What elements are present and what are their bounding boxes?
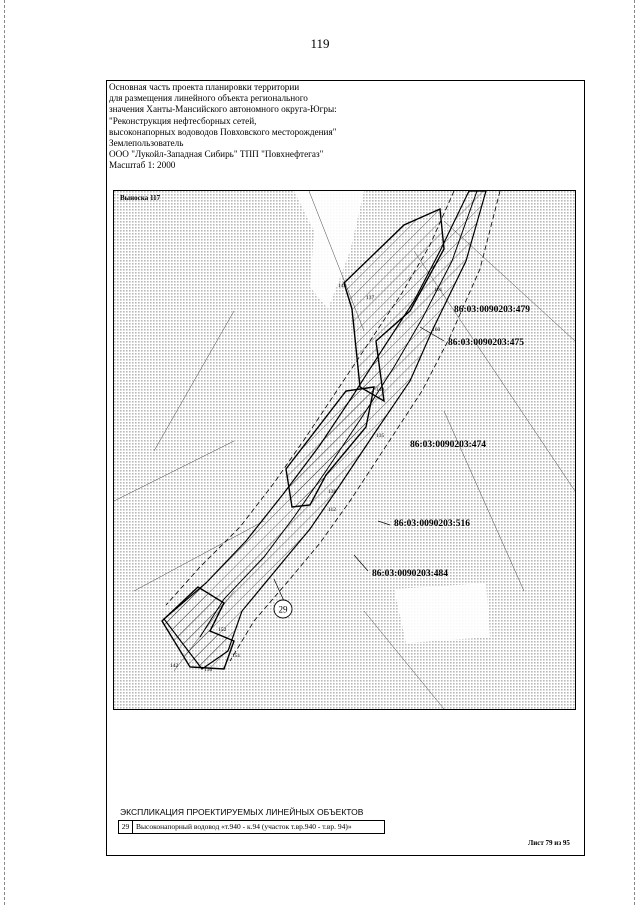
title-line: Основная часть проекта планировки территории — [109, 82, 300, 92]
cadastral-label-475: 86:03:0090203:475 — [448, 338, 524, 348]
page-number: 119 — [310, 36, 330, 51]
title-line: для размещения линейного объекта регионального — [109, 93, 308, 104]
legend-title: ЭКСПЛИКАЦИЯ ПРОЕКТИРУЕМЫХ ЛИНЕЙНЫХ ОБЪЕКТОВ — [120, 807, 364, 817]
title-block — [109, 82, 469, 172]
point-label: 138 — [328, 489, 337, 495]
point-label: 142 — [170, 663, 179, 669]
legend-table — [118, 820, 385, 834]
scan-edge-left — [4, 0, 6, 905]
title-line: Землепользователь — [109, 138, 184, 149]
point-label: 140 — [376, 387, 385, 393]
point-label: 160 — [432, 327, 441, 333]
point-label: 143 — [338, 283, 347, 289]
legend-row-description: Высоконапорный водовод «т.940 - к.94 (участок т.вр.940 - т.вр. 94)» — [136, 822, 352, 831]
point-label: 136 — [204, 667, 213, 673]
title-line: ООО "Лукойл-Западная Сибирь" ТПП "Повхнефтегаз" — [109, 149, 324, 160]
map-drawing — [114, 191, 575, 709]
point-label: 161 — [434, 287, 443, 293]
cadastral-label-516: 86:03:0090203:516 — [394, 519, 470, 529]
scan-edge-right — [634, 0, 636, 905]
cadastral-label-474: 86:03:0090203:474 — [410, 440, 486, 450]
point-label: 112 — [328, 507, 337, 513]
cadastral-label-479: 86:03:0090203:479 — [454, 305, 530, 315]
map-panel — [113, 190, 576, 710]
white-clearing — [394, 583, 490, 643]
point-label: 135 — [376, 433, 385, 439]
cadastral-label-484: 86:03:0090203:484 — [372, 569, 448, 579]
point-label: 151 — [232, 653, 241, 659]
title-line: значения Ханты-Мансийского автономного округа-Югры: — [109, 104, 337, 115]
legend-row-number: 29 — [119, 821, 133, 833]
point-label: 152 — [218, 627, 227, 633]
object-marker-label: 29 — [278, 604, 288, 615]
scale-line: Масштаб 1: 2000 — [109, 160, 176, 171]
point-label: 137 — [366, 295, 375, 301]
sheet-info: Лист 79 из 95 — [528, 839, 570, 847]
title-line: высоконапорных водоводов Повховского месторождения" — [109, 126, 337, 137]
title-line: "Реконструкция нефтесборных сетей, — [109, 115, 257, 126]
callout-label: Выноска 117 — [120, 194, 161, 202]
